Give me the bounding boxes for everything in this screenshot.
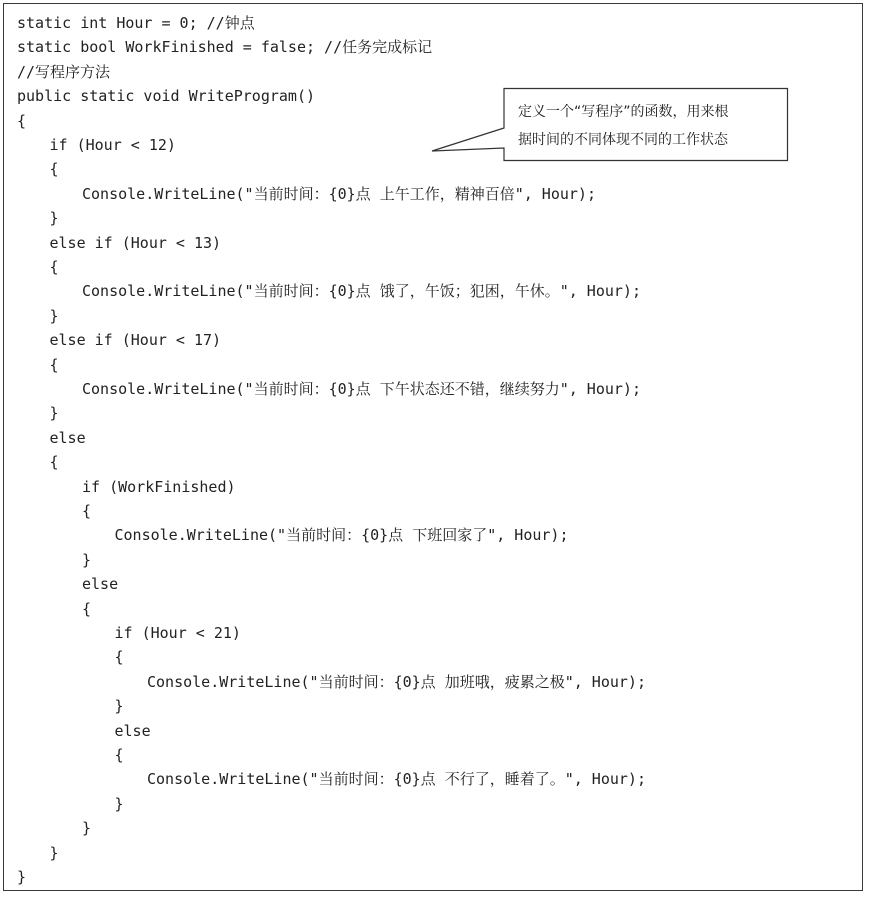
code-line: } xyxy=(82,550,92,569)
code-line: if (Hour < 21) xyxy=(114,624,241,642)
code-line: } xyxy=(114,794,124,813)
code-line: static bool WorkFinished = false; //任务完成标记 xyxy=(17,38,433,57)
code-line: else if (Hour < 13) xyxy=(49,233,222,252)
code-line: { xyxy=(49,453,59,472)
callout-line-1: 定义一个“写程序”的函数，用来根 xyxy=(518,104,729,120)
code-line: } xyxy=(49,404,59,423)
code-line: static int Hour = 0; //钟点 xyxy=(17,14,255,32)
code-line: } xyxy=(82,819,92,838)
code-line: else xyxy=(49,428,86,447)
code-line: if (Hour < 12) xyxy=(49,136,176,154)
code-line: { xyxy=(17,111,27,130)
code-line: { xyxy=(82,502,92,520)
code-line: } xyxy=(49,843,59,862)
code-line: { xyxy=(49,160,59,179)
code-line: Console.WriteLine("当前时间：{0}点 加班哦，疲累之极", Hour); xyxy=(147,672,646,691)
code-line: { xyxy=(114,746,124,764)
code-line: //写程序方法 xyxy=(17,62,111,81)
code-line: Console.WriteLine("当前时间：{0}点 上午工作，精神百倍", Hour); xyxy=(82,184,596,203)
callout-line-2: 据时间的不同体现不同的工作状态 xyxy=(518,132,728,148)
code-line: else if (Hour < 17) xyxy=(49,331,222,350)
code-line: } xyxy=(114,697,124,716)
code-line: } xyxy=(49,209,59,228)
code-line: Console.WriteLine("当前时间：{0}点 下班回家了", Hour); xyxy=(114,526,569,545)
code-line: else xyxy=(114,721,151,740)
code-line: } xyxy=(17,868,27,886)
code-line: { xyxy=(114,648,124,667)
callout-text xyxy=(518,98,780,154)
code-line: Console.WriteLine("当前时间：{0}点 下午状态还不错，继续努力", Hour); xyxy=(82,380,641,398)
code-line: public static void WriteProgram() xyxy=(17,87,316,106)
code-line: } xyxy=(49,306,59,325)
code-line: { xyxy=(49,258,59,276)
code-line: if (WorkFinished) xyxy=(82,477,236,496)
code-line: Console.WriteLine("当前时间：{0}点 不行了，睡着了。", Hour); xyxy=(147,770,646,789)
callout-annotation xyxy=(430,88,792,166)
code-line: Console.WriteLine("当前时间：{0}点 饿了，午饭；犯困，午休。", Hour); xyxy=(82,282,641,301)
code-line: { xyxy=(49,355,59,374)
code-line: { xyxy=(82,599,92,618)
code-line: else xyxy=(82,575,119,594)
